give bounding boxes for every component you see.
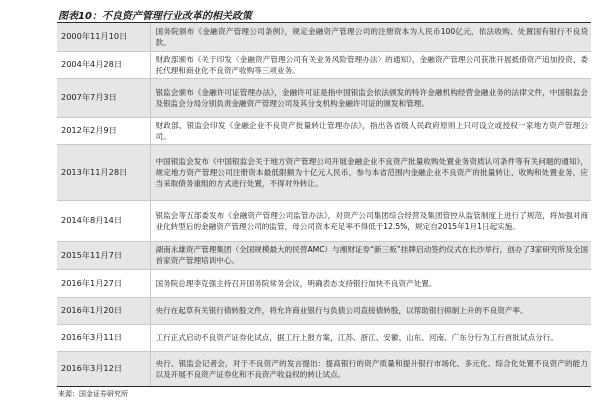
row-date: 2013年11月28日 xyxy=(57,144,150,200)
row-date: 2012年2月9日 xyxy=(57,117,150,144)
row-date: 2000年11月10日 xyxy=(57,23,150,51)
row-event: 工行正式启动不良资产证券化试点，据工行上报方案，江苏、浙江、安徽、山东、河南、广东分行为工行首批试点分行。 xyxy=(150,324,591,351)
table-row xyxy=(57,117,591,144)
table-row xyxy=(57,200,591,241)
row-date: 2004年4月28日 xyxy=(57,51,150,78)
row-date: 2016年1月27日 xyxy=(57,269,150,297)
table-row xyxy=(57,23,591,51)
row-event: 央行在起草有关银行债转股文件，将允许商业银行与负债公司直接债转股，以帮助银行抑制上升的不良资产率。 xyxy=(150,297,591,324)
table-row xyxy=(57,241,591,269)
source-divider xyxy=(57,386,591,387)
row-event: 财政部、银监会印发《金融企业不良资产批量转让管理办法》，指出各省级人民政府原则上只可设立或授权一家地方资产管理公司。 xyxy=(150,117,591,144)
row-date: 2014年8月14日 xyxy=(57,200,150,241)
row-date: 2016年3月11日 xyxy=(57,324,150,351)
table-row xyxy=(57,51,591,78)
table-row xyxy=(57,144,591,200)
table-row xyxy=(57,351,591,386)
row-event: 中国银监会发布《中国银监会关于地方资产管理公司开展金融企业不良资产批量收购处置业务资质认可条件等有关问题的通知》，规定地方资产管理公司注册资本最低限额为十亿元人民币，参与本省范围内金融企业不良资产的批量转让、收购和处置业务，应当采取债务重组的方式进行处置，不得对外转让。 xyxy=(150,144,591,200)
row-event: 央行、银监会记者会，对于不良资产的发言提出：提高银行的资产质量和提升银行市场化、多元化、综合化处置不良资产的能力以及开展不良资产证券化和不良资产收益权的转让试点。 xyxy=(150,351,591,386)
row-date: 2015年11月7日 xyxy=(57,241,150,269)
row-event: 银监会颁布《金融许可证管理办法》，金融许可证是指中国银监会依法颁发的特许金融机构经营金融业务的法律文件，中国银监会及银监会分局分别负责金融资产管理公司及其分支机构金融许可证的颁发和管理。 xyxy=(150,78,591,117)
row-event: 银监会等五部委发布《金融资产管理公司监管办法》，对资产公司集团综合经营及集团管控从监管制度上进行了规范，将加强对商业化转型后的金融资产管理公司的监管，母公司资本充足率不得低于12.5%，规定自2015年1月1日起实施。 xyxy=(150,200,591,241)
row-date: 2016年3月12日 xyxy=(57,351,150,386)
table-row xyxy=(57,269,591,297)
row-event: 财政部颁布《关于印发〈金融资产管理公司有关业务风险管理办法〉的通知》，金融资产管理公司获准开展抵债资产追加投资、委托代理和商业化不良资产收购等三项业务。 xyxy=(150,51,591,78)
policy-timeline-table xyxy=(57,23,591,387)
table-caption: 图表10：不良资产管理行业改革的相关政策 xyxy=(58,11,252,22)
table-row xyxy=(57,297,591,324)
table-row xyxy=(57,78,591,117)
row-event: 湖南永雄资产管理集团（全国规模最大的民营AMC）与湘财证券“新三板”挂牌启动签约仪式在长沙举行，创办了3家研究所及全国首家资产管理培训中心。 xyxy=(150,241,591,269)
row-date: 2016年1月20日 xyxy=(57,297,150,324)
source-note: 来源：国金证券研究所 xyxy=(58,390,128,398)
row-event: 国务院颁布《金融资产管理公司条例》，规定金融资产管理公司的注册资本为人民币100亿元，依法收购、处置国有银行不良贷款。 xyxy=(150,23,591,51)
row-event: 国务院总理李克强主持召开国务院常务会议，明确表态支持银行加快不良资产处置。 xyxy=(150,269,591,297)
row-date: 2007年7月3日 xyxy=(57,78,150,117)
table-row xyxy=(57,324,591,351)
